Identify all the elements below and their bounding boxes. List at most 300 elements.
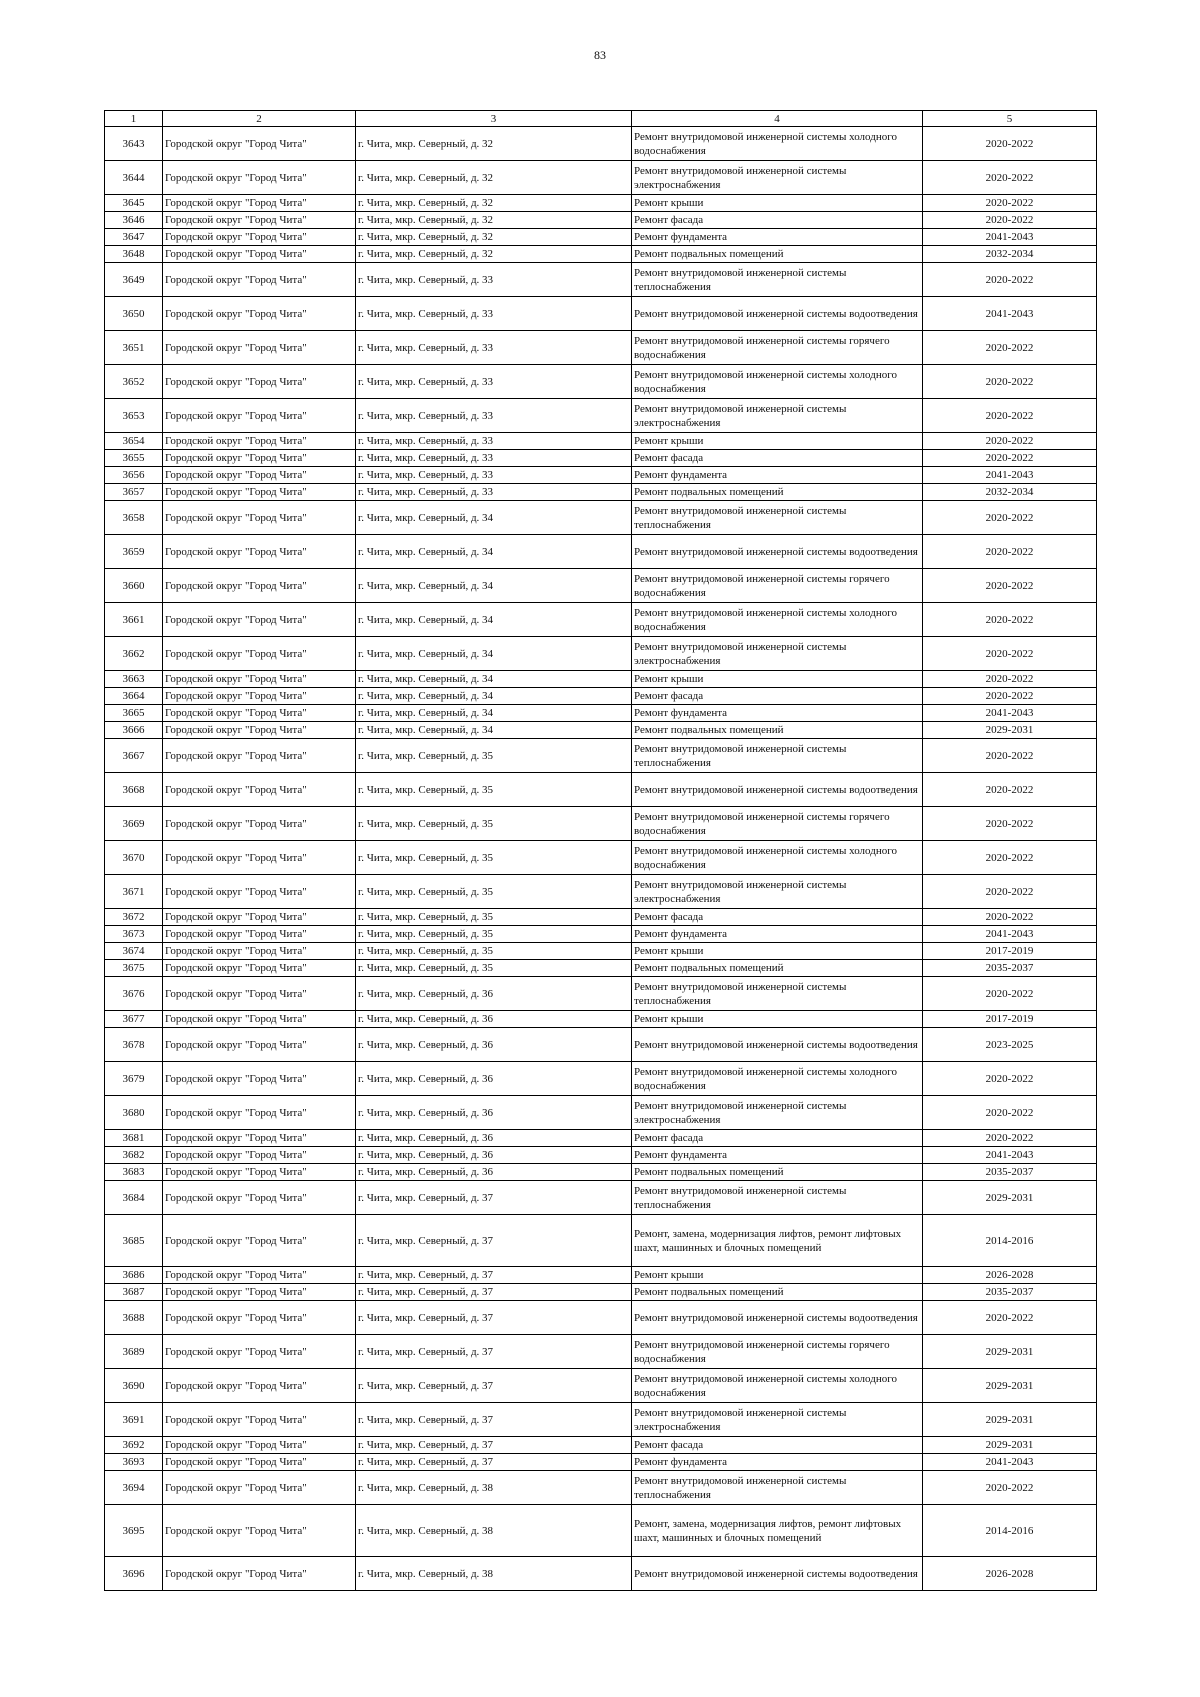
municipality-cell: Городской округ "Город Чита" [163, 569, 356, 603]
period-cell: 2041-2043 [923, 1147, 1097, 1164]
row-number: 3685 [105, 1215, 163, 1267]
table-row [105, 535, 1097, 569]
table-row [105, 603, 1097, 637]
municipality-cell: Городской округ "Город Чита" [163, 739, 356, 773]
address-cell: г. Чита, мкр. Северный, д. 35 [356, 773, 632, 807]
row-number: 3657 [105, 484, 163, 501]
row-number: 3688 [105, 1301, 163, 1335]
table-row [105, 1369, 1097, 1403]
period-cell: 2041-2043 [923, 705, 1097, 722]
municipality-cell: Городской округ "Город Чита" [163, 1164, 356, 1181]
period-cell: 2026-2028 [923, 1557, 1097, 1591]
row-number: 3665 [105, 705, 163, 722]
municipality-cell: Городской округ "Город Чита" [163, 246, 356, 263]
municipality-cell: Городской округ "Город Чита" [163, 1335, 356, 1369]
period-cell: 2020-2022 [923, 637, 1097, 671]
municipality-cell: Городской округ "Город Чита" [163, 484, 356, 501]
period-cell: 2020-2022 [923, 603, 1097, 637]
period-cell: 2029-2031 [923, 722, 1097, 739]
row-number: 3690 [105, 1369, 163, 1403]
municipality-cell: Городской округ "Город Чита" [163, 501, 356, 535]
work-type-cell: Ремонт подвальных помещений [632, 246, 923, 263]
row-number: 3680 [105, 1096, 163, 1130]
municipality-cell: Городской округ "Город Чита" [163, 841, 356, 875]
row-number: 3681 [105, 1130, 163, 1147]
row-number: 3677 [105, 1011, 163, 1028]
address-cell: г. Чита, мкр. Северный, д. 38 [356, 1557, 632, 1591]
work-type-cell: Ремонт внутридомовой инженерной системы горячего водоснабжения [632, 569, 923, 603]
work-type-cell: Ремонт внутридомовой инженерной системы электроснабжения [632, 875, 923, 909]
table-row [105, 1557, 1097, 1591]
municipality-cell: Городской округ "Город Чита" [163, 1147, 356, 1164]
work-type-cell: Ремонт внутридомовой инженерной системы электроснабжения [632, 1403, 923, 1437]
address-cell: г. Чита, мкр. Северный, д. 36 [356, 977, 632, 1011]
municipality-cell: Городской округ "Город Чита" [163, 960, 356, 977]
address-cell: г. Чита, мкр. Северный, д. 37 [356, 1454, 632, 1471]
period-cell: 2023-2025 [923, 1028, 1097, 1062]
table-row [105, 1505, 1097, 1557]
column-header-4: 4 [632, 111, 923, 127]
table-row [105, 212, 1097, 229]
period-cell: 2041-2043 [923, 297, 1097, 331]
work-type-cell: Ремонт фундамента [632, 926, 923, 943]
municipality-cell: Городской округ "Город Чита" [163, 433, 356, 450]
address-cell: г. Чита, мкр. Северный, д. 35 [356, 841, 632, 875]
municipality-cell: Городской округ "Город Чита" [163, 212, 356, 229]
row-number: 3696 [105, 1557, 163, 1591]
address-cell: г. Чита, мкр. Северный, д. 37 [356, 1181, 632, 1215]
work-type-cell: Ремонт фасада [632, 1437, 923, 1454]
table-row [105, 1215, 1097, 1267]
period-cell: 2020-2022 [923, 807, 1097, 841]
table-row [105, 1301, 1097, 1335]
work-type-cell: Ремонт внутридомовой инженерной системы электроснабжения [632, 399, 923, 433]
header-row [105, 111, 1097, 127]
work-type-cell: Ремонт внутридомовой инженерной системы водоотведения [632, 773, 923, 807]
address-cell: г. Чита, мкр. Северный, д. 35 [356, 807, 632, 841]
row-number: 3661 [105, 603, 163, 637]
period-cell: 2020-2022 [923, 1301, 1097, 1335]
row-number: 3675 [105, 960, 163, 977]
address-cell: г. Чита, мкр. Северный, д. 33 [356, 484, 632, 501]
work-type-cell: Ремонт фундамента [632, 229, 923, 246]
period-cell: 2014-2016 [923, 1505, 1097, 1557]
table-row [105, 1267, 1097, 1284]
column-header-2: 2 [163, 111, 356, 127]
period-cell: 2014-2016 [923, 1215, 1097, 1267]
period-cell: 2020-2022 [923, 161, 1097, 195]
table-row [105, 1164, 1097, 1181]
period-cell: 2020-2022 [923, 977, 1097, 1011]
municipality-cell: Городской округ "Город Чита" [163, 297, 356, 331]
row-number: 3694 [105, 1471, 163, 1505]
address-cell: г. Чита, мкр. Северный, д. 36 [356, 1130, 632, 1147]
table-row [105, 841, 1097, 875]
period-cell: 2020-2022 [923, 263, 1097, 297]
address-cell: г. Чита, мкр. Северный, д. 37 [356, 1403, 632, 1437]
table-row [105, 960, 1097, 977]
municipality-cell: Городской округ "Город Чита" [163, 331, 356, 365]
address-cell: г. Чита, мкр. Северный, д. 35 [356, 875, 632, 909]
table-row [105, 875, 1097, 909]
address-cell: г. Чита, мкр. Северный, д. 33 [356, 399, 632, 433]
row-number: 3692 [105, 1437, 163, 1454]
municipality-cell: Городской округ "Город Чита" [163, 1267, 356, 1284]
table-row [105, 977, 1097, 1011]
row-number: 3658 [105, 501, 163, 535]
address-cell: г. Чита, мкр. Северный, д. 32 [356, 229, 632, 246]
work-type-cell: Ремонт внутридомовой инженерной системы горячего водоснабжения [632, 1335, 923, 1369]
address-cell: г. Чита, мкр. Северный, д. 35 [356, 926, 632, 943]
table-row [105, 399, 1097, 433]
period-cell: 2020-2022 [923, 127, 1097, 161]
row-number: 3656 [105, 467, 163, 484]
row-number: 3689 [105, 1335, 163, 1369]
column-header-3: 3 [356, 111, 632, 127]
work-type-cell: Ремонт внутридомовой инженерной системы водоотведения [632, 297, 923, 331]
column-header-5: 5 [923, 111, 1097, 127]
address-cell: г. Чита, мкр. Северный, д. 33 [356, 297, 632, 331]
row-number: 3695 [105, 1505, 163, 1557]
address-cell: г. Чита, мкр. Северный, д. 38 [356, 1471, 632, 1505]
municipality-cell: Городской округ "Город Чита" [163, 671, 356, 688]
row-number: 3672 [105, 909, 163, 926]
work-type-cell: Ремонт, замена, модернизация лифтов, ремонт лифтовых шахт, машинных и блочных помещений [632, 1505, 923, 1557]
address-cell: г. Чита, мкр. Северный, д. 34 [356, 637, 632, 671]
row-number: 3646 [105, 212, 163, 229]
municipality-cell: Городской округ "Город Чита" [163, 1505, 356, 1557]
repair-schedule-table [104, 110, 1097, 1591]
table-row [105, 1011, 1097, 1028]
address-cell: г. Чита, мкр. Северный, д. 37 [356, 1437, 632, 1454]
municipality-cell: Городской округ "Город Чита" [163, 943, 356, 960]
row-number: 3664 [105, 688, 163, 705]
table-row [105, 1335, 1097, 1369]
row-number: 3644 [105, 161, 163, 195]
period-cell: 2020-2022 [923, 1062, 1097, 1096]
address-cell: г. Чита, мкр. Северный, д. 36 [356, 1011, 632, 1028]
table-row [105, 263, 1097, 297]
row-number: 3686 [105, 1267, 163, 1284]
row-number: 3687 [105, 1284, 163, 1301]
work-type-cell: Ремонт внутридомовой инженерной системы холодного водоснабжения [632, 603, 923, 637]
row-number: 3674 [105, 943, 163, 960]
row-number: 3678 [105, 1028, 163, 1062]
table-row [105, 688, 1097, 705]
row-number: 3645 [105, 195, 163, 212]
table-row [105, 773, 1097, 807]
table-row [105, 433, 1097, 450]
table-row [105, 127, 1097, 161]
table-row [105, 1284, 1097, 1301]
table-row [105, 195, 1097, 212]
period-cell: 2020-2022 [923, 331, 1097, 365]
period-cell: 2041-2043 [923, 467, 1097, 484]
municipality-cell: Городской округ "Город Чита" [163, 127, 356, 161]
work-type-cell: Ремонт внутридомовой инженерной системы теплоснабжения [632, 1471, 923, 1505]
municipality-cell: Городской округ "Город Чита" [163, 1011, 356, 1028]
address-cell: г. Чита, мкр. Северный, д. 35 [356, 960, 632, 977]
work-type-cell: Ремонт фундамента [632, 705, 923, 722]
address-cell: г. Чита, мкр. Северный, д. 35 [356, 739, 632, 773]
table-row [105, 501, 1097, 535]
row-number: 3671 [105, 875, 163, 909]
work-type-cell: Ремонт фасада [632, 450, 923, 467]
address-cell: г. Чита, мкр. Северный, д. 34 [356, 671, 632, 688]
period-cell: 2020-2022 [923, 569, 1097, 603]
address-cell: г. Чита, мкр. Северный, д. 36 [356, 1147, 632, 1164]
row-number: 3673 [105, 926, 163, 943]
work-type-cell: Ремонт внутридомовой инженерной системы теплоснабжения [632, 977, 923, 1011]
table-row [105, 246, 1097, 263]
municipality-cell: Городской округ "Город Чита" [163, 1301, 356, 1335]
work-type-cell: Ремонт внутридомовой инженерной системы холодного водоснабжения [632, 127, 923, 161]
period-cell: 2020-2022 [923, 875, 1097, 909]
address-cell: г. Чита, мкр. Северный, д. 32 [356, 195, 632, 212]
table-row [105, 943, 1097, 960]
period-cell: 2029-2031 [923, 1181, 1097, 1215]
period-cell: 2032-2034 [923, 246, 1097, 263]
table-row [105, 909, 1097, 926]
period-cell: 2020-2022 [923, 365, 1097, 399]
address-cell: г. Чита, мкр. Северный, д. 34 [356, 569, 632, 603]
work-type-cell: Ремонт внутридомовой инженерной системы горячего водоснабжения [632, 807, 923, 841]
row-number: 3654 [105, 433, 163, 450]
period-cell: 2020-2022 [923, 399, 1097, 433]
address-cell: г. Чита, мкр. Северный, д. 34 [356, 722, 632, 739]
row-number: 3652 [105, 365, 163, 399]
row-number: 3676 [105, 977, 163, 1011]
table-row [105, 1181, 1097, 1215]
municipality-cell: Городской округ "Город Чита" [163, 450, 356, 467]
municipality-cell: Городской округ "Город Чита" [163, 399, 356, 433]
work-type-cell: Ремонт крыши [632, 1011, 923, 1028]
work-type-cell: Ремонт фасада [632, 1130, 923, 1147]
work-type-cell: Ремонт внутридомовой инженерной системы электроснабжения [632, 161, 923, 195]
address-cell: г. Чита, мкр. Северный, д. 33 [356, 263, 632, 297]
period-cell: 2041-2043 [923, 1454, 1097, 1471]
period-cell: 2029-2031 [923, 1403, 1097, 1437]
work-type-cell: Ремонт внутридомовой инженерной системы теплоснабжения [632, 501, 923, 535]
work-type-cell: Ремонт внутридомовой инженерной системы теплоснабжения [632, 263, 923, 297]
work-type-cell: Ремонт крыши [632, 943, 923, 960]
work-type-cell: Ремонт внутридомовой инженерной системы водоотведения [632, 1028, 923, 1062]
municipality-cell: Городской округ "Город Чита" [163, 688, 356, 705]
work-type-cell: Ремонт внутридомовой инженерной системы холодного водоснабжения [632, 365, 923, 399]
row-number: 3666 [105, 722, 163, 739]
row-number: 3660 [105, 569, 163, 603]
address-cell: г. Чита, мкр. Северный, д. 35 [356, 943, 632, 960]
address-cell: г. Чита, мкр. Северный, д. 33 [356, 467, 632, 484]
work-type-cell: Ремонт внутридомовой инженерной системы холодного водоснабжения [632, 1062, 923, 1096]
municipality-cell: Городской округ "Город Чита" [163, 1130, 356, 1147]
work-type-cell: Ремонт, замена, модернизация лифтов, ремонт лифтовых шахт, машинных и блочных помещений [632, 1215, 923, 1267]
address-cell: г. Чита, мкр. Северный, д. 37 [356, 1284, 632, 1301]
period-cell: 2020-2022 [923, 195, 1097, 212]
municipality-cell: Городской округ "Город Чита" [163, 773, 356, 807]
table-row [105, 1471, 1097, 1505]
work-type-cell: Ремонт внутридомовой инженерной системы водоотведения [632, 1301, 923, 1335]
period-cell: 2020-2022 [923, 773, 1097, 807]
table-row [105, 297, 1097, 331]
work-type-cell: Ремонт внутридомовой инженерной системы водоотведения [632, 1557, 923, 1591]
period-cell: 2020-2022 [923, 433, 1097, 450]
period-cell: 2026-2028 [923, 1267, 1097, 1284]
municipality-cell: Городской округ "Город Чита" [163, 263, 356, 297]
table-row [105, 1403, 1097, 1437]
period-cell: 2020-2022 [923, 909, 1097, 926]
row-number: 3647 [105, 229, 163, 246]
address-cell: г. Чита, мкр. Северный, д. 33 [356, 365, 632, 399]
table-row [105, 1130, 1097, 1147]
work-type-cell: Ремонт фундамента [632, 1147, 923, 1164]
municipality-cell: Городской округ "Город Чита" [163, 705, 356, 722]
table-row [105, 467, 1097, 484]
period-cell: 2041-2043 [923, 926, 1097, 943]
work-type-cell: Ремонт внутридомовой инженерной системы водоотведения [632, 535, 923, 569]
period-cell: 2035-2037 [923, 1164, 1097, 1181]
municipality-cell: Городской округ "Город Чита" [163, 1062, 356, 1096]
period-cell: 2020-2022 [923, 739, 1097, 773]
address-cell: г. Чита, мкр. Северный, д. 36 [356, 1062, 632, 1096]
row-number: 3679 [105, 1062, 163, 1096]
table-row [105, 671, 1097, 688]
table-row [105, 705, 1097, 722]
table-row [105, 807, 1097, 841]
row-number: 3662 [105, 637, 163, 671]
municipality-cell: Городской округ "Город Чита" [163, 467, 356, 484]
address-cell: г. Чита, мкр. Северный, д. 33 [356, 450, 632, 467]
work-type-cell: Ремонт внутридомовой инженерной системы теплоснабжения [632, 1181, 923, 1215]
work-type-cell: Ремонт внутридомовой инженерной системы теплоснабжения [632, 739, 923, 773]
page-number: 83 [594, 48, 606, 62]
period-cell: 2029-2031 [923, 1369, 1097, 1403]
table-row [105, 569, 1097, 603]
table-row [105, 926, 1097, 943]
municipality-cell: Городской округ "Город Чита" [163, 875, 356, 909]
work-type-cell: Ремонт внутридомовой инженерной системы холодного водоснабжения [632, 841, 923, 875]
table-row [105, 1028, 1097, 1062]
address-cell: г. Чита, мкр. Северный, д. 34 [356, 501, 632, 535]
table-row [105, 365, 1097, 399]
period-cell: 2020-2022 [923, 841, 1097, 875]
work-type-cell: Ремонт крыши [632, 671, 923, 688]
work-type-cell: Ремонт фасада [632, 212, 923, 229]
row-number: 3649 [105, 263, 163, 297]
municipality-cell: Городской округ "Город Чита" [163, 1403, 356, 1437]
municipality-cell: Городской округ "Город Чита" [163, 365, 356, 399]
table-row [105, 1062, 1097, 1096]
period-cell: 2020-2022 [923, 1096, 1097, 1130]
municipality-cell: Городской округ "Город Чита" [163, 1096, 356, 1130]
municipality-cell: Городской округ "Город Чита" [163, 1284, 356, 1301]
work-type-cell: Ремонт фундамента [632, 467, 923, 484]
period-cell: 2020-2022 [923, 212, 1097, 229]
table-header [105, 111, 1097, 127]
address-cell: г. Чита, мкр. Северный, д. 37 [356, 1369, 632, 1403]
row-number: 3648 [105, 246, 163, 263]
address-cell: г. Чита, мкр. Северный, д. 37 [356, 1215, 632, 1267]
row-number: 3663 [105, 671, 163, 688]
municipality-cell: Городской округ "Город Чита" [163, 1369, 356, 1403]
table-row [105, 722, 1097, 739]
work-type-cell: Ремонт фундамента [632, 1454, 923, 1471]
period-cell: 2035-2037 [923, 1284, 1097, 1301]
row-number: 3655 [105, 450, 163, 467]
table-row [105, 1454, 1097, 1471]
municipality-cell: Городской округ "Город Чита" [163, 161, 356, 195]
address-cell: г. Чита, мкр. Северный, д. 33 [356, 433, 632, 450]
row-number: 3667 [105, 739, 163, 773]
period-cell: 2020-2022 [923, 1130, 1097, 1147]
period-cell: 2020-2022 [923, 450, 1097, 467]
municipality-cell: Городской округ "Город Чита" [163, 1181, 356, 1215]
address-cell: г. Чита, мкр. Северный, д. 32 [356, 212, 632, 229]
municipality-cell: Городской округ "Город Чита" [163, 722, 356, 739]
municipality-cell: Городской округ "Город Чита" [163, 1028, 356, 1062]
row-number: 3670 [105, 841, 163, 875]
period-cell: 2020-2022 [923, 1471, 1097, 1505]
municipality-cell: Городской округ "Город Чита" [163, 535, 356, 569]
table-row [105, 229, 1097, 246]
table-row [105, 450, 1097, 467]
period-cell: 2035-2037 [923, 960, 1097, 977]
period-cell: 2041-2043 [923, 229, 1097, 246]
work-type-cell: Ремонт подвальных помещений [632, 722, 923, 739]
address-cell: г. Чита, мкр. Северный, д. 33 [356, 331, 632, 365]
period-cell: 2029-2031 [923, 1437, 1097, 1454]
municipality-cell: Городской округ "Город Чита" [163, 977, 356, 1011]
address-cell: г. Чита, мкр. Северный, д. 34 [356, 705, 632, 722]
period-cell: 2017-2019 [923, 1011, 1097, 1028]
municipality-cell: Городской округ "Город Чита" [163, 1557, 356, 1591]
address-cell: г. Чита, мкр. Северный, д. 34 [356, 688, 632, 705]
municipality-cell: Городской округ "Город Чита" [163, 637, 356, 671]
municipality-cell: Городской округ "Город Чита" [163, 195, 356, 212]
address-cell: г. Чита, мкр. Северный, д. 36 [356, 1164, 632, 1181]
table-row [105, 161, 1097, 195]
work-type-cell: Ремонт крыши [632, 1267, 923, 1284]
address-cell: г. Чита, мкр. Северный, д. 32 [356, 161, 632, 195]
table-body [105, 127, 1097, 1591]
municipality-cell: Городской округ "Город Чита" [163, 926, 356, 943]
row-number: 3684 [105, 1181, 163, 1215]
row-number: 3669 [105, 807, 163, 841]
period-cell: 2020-2022 [923, 501, 1097, 535]
municipality-cell: Городской округ "Город Чита" [163, 229, 356, 246]
period-cell: 2017-2019 [923, 943, 1097, 960]
work-type-cell: Ремонт фасада [632, 909, 923, 926]
municipality-cell: Городской округ "Город Чита" [163, 1215, 356, 1267]
work-type-cell: Ремонт внутридомовой инженерной системы электроснабжения [632, 1096, 923, 1130]
period-cell: 2020-2022 [923, 671, 1097, 688]
address-cell: г. Чита, мкр. Северный, д. 34 [356, 603, 632, 637]
address-cell: г. Чита, мкр. Северный, д. 32 [356, 246, 632, 263]
work-type-cell: Ремонт внутридомовой инженерной системы горячего водоснабжения [632, 331, 923, 365]
address-cell: г. Чита, мкр. Северный, д. 38 [356, 1505, 632, 1557]
municipality-cell: Городской округ "Город Чита" [163, 1471, 356, 1505]
column-header-1: 1 [105, 111, 163, 127]
municipality-cell: Городской округ "Город Чита" [163, 909, 356, 926]
row-number: 3693 [105, 1454, 163, 1471]
table-row [105, 739, 1097, 773]
address-cell: г. Чита, мкр. Северный, д. 37 [356, 1335, 632, 1369]
row-number: 3683 [105, 1164, 163, 1181]
period-cell: 2020-2022 [923, 688, 1097, 705]
work-type-cell: Ремонт подвальных помещений [632, 960, 923, 977]
row-number: 3682 [105, 1147, 163, 1164]
table-row [105, 1096, 1097, 1130]
